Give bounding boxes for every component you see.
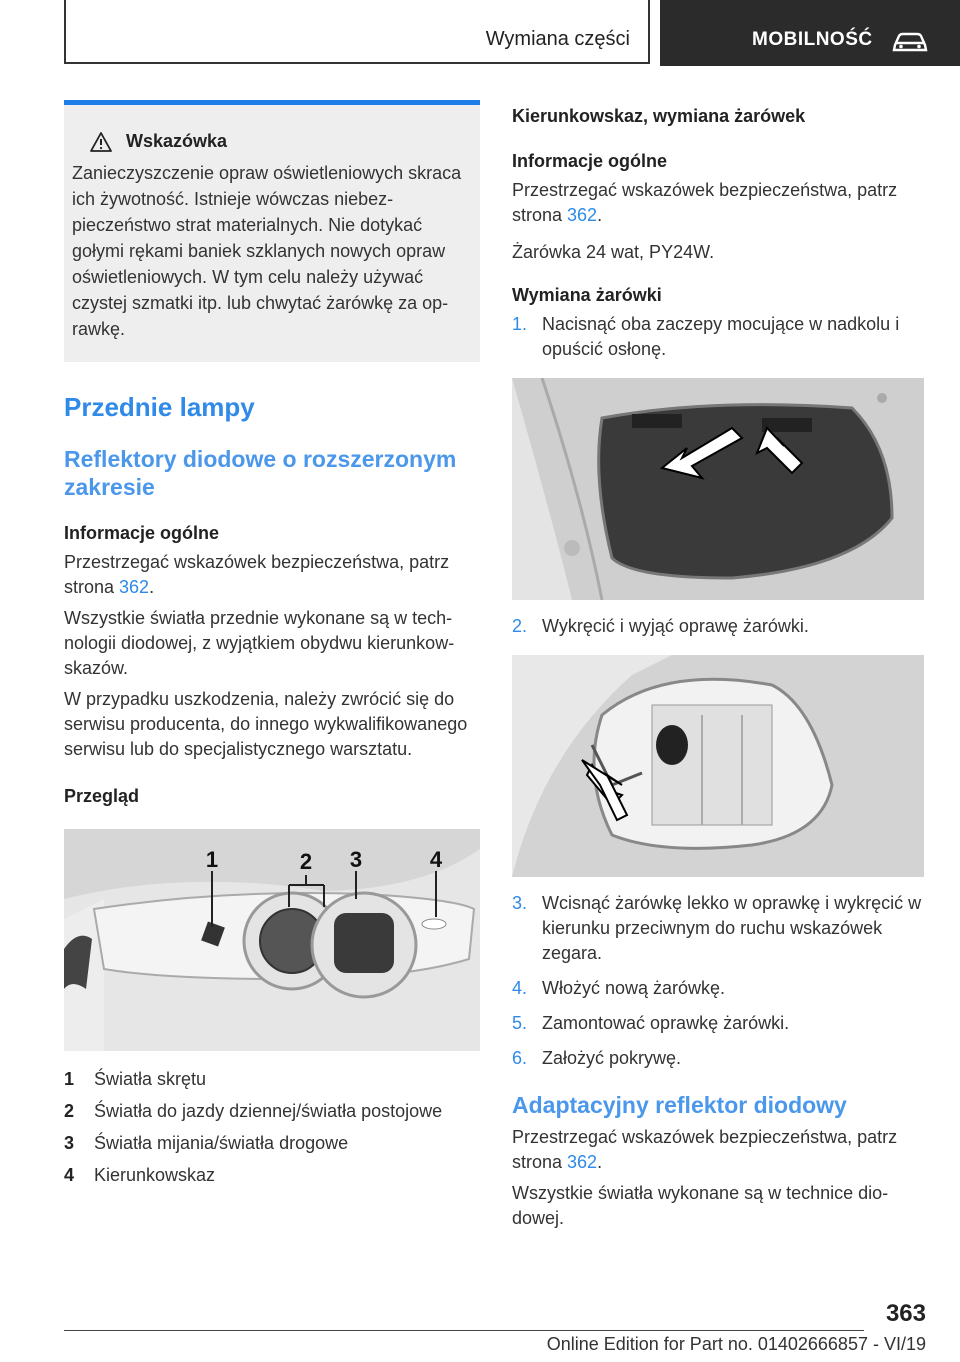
cover-illustration	[512, 378, 924, 600]
step-item: 6. Założyć pokrywę.	[512, 1048, 682, 1068]
figure-label: 3	[349, 847, 363, 872]
footer-divider	[64, 1330, 864, 1331]
footer-edition: Online Edition for Part no. 01402666857 - VI/19	[546, 1334, 926, 1354]
warning-triangle-icon	[90, 132, 112, 152]
page-link[interactable]: 362	[119, 577, 150, 597]
bulb-spec: Żarówka 24 wat, PY24W.	[512, 242, 715, 262]
warning-box	[64, 100, 480, 362]
headlight-illustration	[64, 829, 480, 1051]
cover-figure	[512, 378, 924, 600]
safety-paragraph: Przestrzegać wskazówek bezpieczeństwa, patrz strona 362.	[64, 552, 450, 597]
page-link[interactable]: 362	[567, 205, 598, 225]
page-header	[0, 0, 960, 66]
step-item: 1. Nacisnąć oba zaczepy mocujące w nadkolu i opuścić osłonę.	[512, 314, 900, 359]
page-number: 363	[885, 1300, 926, 1327]
headlight-figure	[64, 829, 480, 1051]
figure-label: 1	[205, 847, 219, 872]
figure-legend	[64, 1063, 480, 1191]
chapter-label: MOBILNOŚĆ	[752, 29, 873, 50]
right-column	[512, 100, 924, 1231]
warning-text: Zanieczyszczenie opraw oświetleniowych skraca ich żywotność. Istnieje wówczas niebezpieczeństwo strat materialnych. Nie dotykać gołymi rękami baniek szklanych nowych opraw oświetleniowych. W tym celu należy używać czystej szmatki itp. lub chwytać żarówkę za oprawkę.	[72, 163, 462, 339]
led-paragraph: Wszystkie światła wykonane są w technice diodowej.	[512, 1183, 889, 1228]
legend-item: 3 Światła mijania/światła drogowe	[64, 1133, 349, 1153]
figure-label: 4	[429, 847, 443, 872]
service-paragraph: W przypadku uszkodzenia, należy zwrócić się do serwisu producenta, do innego wykwalifikowanego serwisu lub do specjalistycznego warsztatu.	[64, 689, 468, 759]
legend-item: 2 Światła do jazdy dziennej/światła postojowe	[64, 1101, 443, 1121]
safety-paragraph: Przestrzegać wskazówek bezpieczeństwa, patrz strona 362.	[512, 180, 898, 225]
heading-general-info: Informacje ogólne	[64, 523, 220, 543]
bulb-holder-figure	[512, 655, 924, 877]
step-item: 2. Wykręcić i wyjąć oprawę żarówki.	[512, 616, 809, 636]
heading-turn-signal: Kierunkowskaz, wymiana żarówek	[512, 106, 806, 126]
warning-heading	[90, 131, 470, 152]
heading-led-headlights: Reflektory diodowe o rozszerzonym zakresie	[64, 446, 457, 500]
heading-bulb-replacement: Wymiana żarówki	[512, 285, 662, 305]
step-item: 5. Zamontować oprawkę żarówki.	[512, 1013, 790, 1033]
step-item: 3. Wcisnąć żarówkę lekko w oprawkę i wykręcić w kierunku przeciwnym do ruchu wskazówek zegara.	[512, 893, 922, 963]
page-link[interactable]: 362	[567, 1152, 598, 1172]
step-item: 4. Włożyć nową żarówkę.	[512, 978, 726, 998]
legend-item: 4 Kierunkowskaz	[64, 1165, 216, 1185]
legend-item: 1 Światła skrętu	[64, 1069, 207, 1089]
chapter-tab	[660, 0, 960, 66]
heading-front-lamps: Przednie lampy	[64, 392, 255, 422]
heading-general-info: Informacje ogólne	[512, 151, 668, 171]
figure-label: 2	[299, 849, 313, 874]
safety-paragraph: Przestrzegać wskazówek bezpieczeństwa, patrz strona 362.	[512, 1127, 898, 1172]
section-title: Wymiana części	[485, 28, 630, 50]
heading-adaptive-headlight: Adaptacyjny reflektor diodowy	[512, 1092, 847, 1118]
led-paragraph: Wszystkie światła przednie wykonane są w technologii diodowej, z wyjątkiem obydwu kierunkowskazów.	[64, 608, 455, 678]
car-icon	[892, 31, 928, 53]
bulb-holder-illustration	[512, 655, 924, 877]
heading-overview: Przegląd	[64, 786, 140, 806]
left-column	[64, 100, 480, 1191]
warning-title: Wskazówka	[126, 131, 228, 151]
